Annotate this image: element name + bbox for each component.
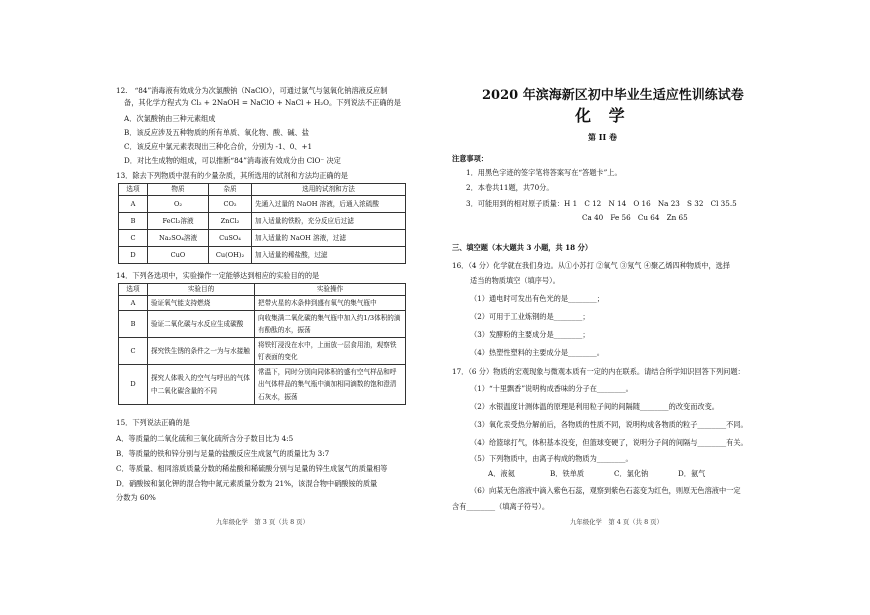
q14-stem: 14．下列各选项中，实验操作一定能够达到相应的实验目的的是 (116, 271, 320, 280)
q17-line1: 17．（6 分）物质的宏观现象与微观本质有一定的内在联系。请结合所学知识回答下列问题： (452, 367, 745, 376)
q15-option-c: C．等质量、相同溶质质量分数的稀盐酸和稀硫酸分别与足量的锌生成氢气的质量相等 (116, 464, 388, 473)
cell: B (119, 311, 148, 338)
cell: 常温下，同时分别向同体积的盛有空气样品和呼出气体样品的集气瓶中滴加相同滴数的饱和澄清石灰水，振荡 (255, 365, 406, 405)
left-page (116, 0, 416, 615)
q17-choice-d: D．氨气 (678, 469, 706, 478)
q17-item-2: （2）水银温度计测体温的原理是利用粒子间的间隔随________的改变而改变。 (470, 402, 719, 411)
section-3-heading: 三、填空题（本大题共 3 小题，共 18 分） (452, 243, 593, 252)
notice-title: 注意事项： (452, 154, 488, 163)
right-page-footer: 九年级化学 第 4 页（共 8 页） (570, 518, 663, 526)
q17-item-3: （3）氧化汞受热分解前后，各物质的性质不同，说明构成各物质的粒子________不同。 (470, 420, 748, 429)
q12-option-a: A．次氯酸钠由三种元素组成 (124, 114, 216, 123)
q13-header-method: 选用的试剂和方法 (252, 184, 406, 196)
q16-item-2: （2）可用于工业炼钢的是________； (470, 312, 590, 321)
q17-item-6-line2: 含有________（填离子符号）。 (452, 502, 550, 511)
cell: C (119, 338, 148, 365)
table-row (119, 230, 406, 247)
q12-option-b: B．该反应涉及五种物质的所有单质、氧化物、酸、碱、盐 (124, 128, 309, 137)
table-row (119, 311, 406, 338)
cell: 验证二氧化碳与水反应生成碳酸 (148, 311, 255, 338)
q17-choice-c: C．氯化钠 (614, 469, 649, 478)
q17-item-5: （5）下列物质中，由离子构成的物质为________。 (470, 454, 633, 463)
q17-choice-b: B．铁单质 (550, 469, 585, 478)
cell: 加入适量的 NaOH 溶液，过滤 (252, 230, 406, 247)
cell: 加入适量的铁粉，充分反应后过滤 (252, 213, 406, 230)
cell: 探究人体吸入的空气与呼出的气体中二氧化碳含量的不同 (148, 365, 255, 405)
notice-1: 1．用黑色字迹的签字笔将答案写在“答题卡”上。 (466, 168, 622, 177)
q16-item-3: （3）发酵粉的主要成分是________； (470, 330, 590, 339)
cell: CuO (148, 247, 209, 264)
cell: FeCl₂溶液 (148, 213, 209, 230)
cell: CO₂ (209, 196, 252, 213)
q13-stem: 13．除去下列物质中混有的少量杂质，其所选用的试剂和方法均正确的是 (116, 171, 348, 180)
q13-header-substance: 物质 (148, 184, 209, 196)
q12-line1: 12. “84”消毒液有效成分为次氯酸钠（NaClO），可通过氯气与氢氧化钠溶液反应制 (116, 86, 388, 95)
cell: CuSO₄ (209, 230, 252, 247)
exam-title: 2020 年滨海新区初中毕业生适应性训练试卷 (482, 88, 744, 103)
q12-option-d: D．对比生成物的组成，可以推断“84”消毒液有效成分由 ClO⁻ 决定 (124, 156, 341, 165)
table-row (119, 213, 406, 230)
cell: 将铁钉浸没在水中，上面放一层食用油，观察铁钉表面的变化 (255, 338, 406, 365)
q16-line2: 适当的物质填空（填序号）。 (470, 276, 560, 285)
q14-header-purpose: 实验目的 (148, 284, 255, 296)
cell: D (119, 247, 148, 264)
q16-line1: 16．（4 分）化学就在我们身边。从①小苏打 ②氧气 ③氖气 ④聚乙烯四种物质中，选择 (452, 261, 731, 270)
q15-stem: 15．下列说法正确的是 (116, 418, 190, 427)
q15-option-a: A．等质量的二氧化硫和三氧化硫所含分子数目比为 4:5 (116, 434, 294, 443)
cell: Cu(OH)₂ (209, 247, 252, 264)
cell: Na₂SO₄溶液 (148, 230, 209, 247)
q17-item-4: （4）给篮球打气，体积基本没变，但篮球变硬了，说明分子间的间隔与________有关。 (470, 438, 748, 447)
q16-item-4: （4）热塑性塑料的主要成分是________。 (470, 348, 604, 357)
cell: D (119, 365, 148, 405)
cell: B (119, 213, 148, 230)
cell: O₂ (148, 196, 209, 213)
volume-label: 第 II 卷 (588, 132, 618, 142)
q17-item-6-line1: （6）向某无色溶液中滴入紫色石蕊，观察到紫色石蕊变为红色，则原无色溶液中一定 (470, 486, 741, 495)
cell: 验证氧气能支持燃烧 (148, 296, 255, 311)
cell: A (119, 196, 148, 213)
cell: 把带火星的木条伸到盛有氧气的集气瓶中 (255, 296, 406, 311)
table-row (119, 338, 406, 365)
notice-3: 3．可能用到的相对原子质量：H 1 C 12 N 14 O 16 Na 23 S 32 Cl 35.5 (466, 199, 737, 208)
q12-option-c: C．该反应中氯元素表现出三种化合价，分别为 -1、0、+1 (124, 142, 313, 151)
cell: 探究铁生锈的条件之一为与水接触 (148, 338, 255, 365)
cell: A (119, 296, 148, 311)
right-page (452, 0, 772, 615)
q15-option-d: D．硝酸铵和氯化钾的混合物中氮元素质量分数为 21%，该混合物中硝酸铵的质量 (116, 479, 378, 488)
q14-header-option: 选项 (119, 284, 148, 296)
q14-header-operation: 实验操作 (255, 284, 406, 296)
cell: 先通入过量的 NaOH 溶液，后通入浓硫酸 (252, 196, 406, 213)
cell: 加入适量的稀盐酸，过滤 (252, 247, 406, 264)
q15-option-b: B．等质量的铁和锌分别与足量的盐酸反应生成氢气的质量比为 3:7 (116, 449, 330, 458)
table-row (119, 296, 406, 311)
table-row (119, 247, 406, 264)
q13-header-option: 选项 (119, 184, 148, 196)
q13-table (118, 183, 406, 264)
q17-choice-a: A．液氦 (488, 469, 515, 478)
notice-2: 2．本卷共11题，共70分。 (466, 183, 554, 192)
cell: ZnCl₂ (209, 213, 252, 230)
subject-title: 化 学 (575, 106, 631, 125)
left-page-footer: 九年级化学 第 3 页（共 8 页） (216, 518, 309, 526)
table-row (119, 196, 406, 213)
q12-line2: 备，其化学方程式为 Cl₂ + 2NaOH = NaClO + NaCl + H₂O。下列说法不正确的是 (124, 98, 401, 107)
q15-option-d-cont: 分数为 60% (116, 493, 156, 502)
q17-item-1: （1）“十里飘香”说明构成香味的分子在________。 (470, 384, 633, 393)
q14-table (118, 283, 406, 405)
cell: 向收集满二氧化碳的集气瓶中加入约1/3体积的滴有酚酞的水，振荡 (255, 311, 406, 338)
notice-3-cont: Ca 40 Fe 56 Cu 64 Zn 65 (582, 213, 688, 222)
q13-header-impurity: 杂质 (209, 184, 252, 196)
q16-item-1: （1）通电时可发出有色光的是________； (470, 294, 604, 303)
table-row (119, 365, 406, 405)
cell: C (119, 230, 148, 247)
